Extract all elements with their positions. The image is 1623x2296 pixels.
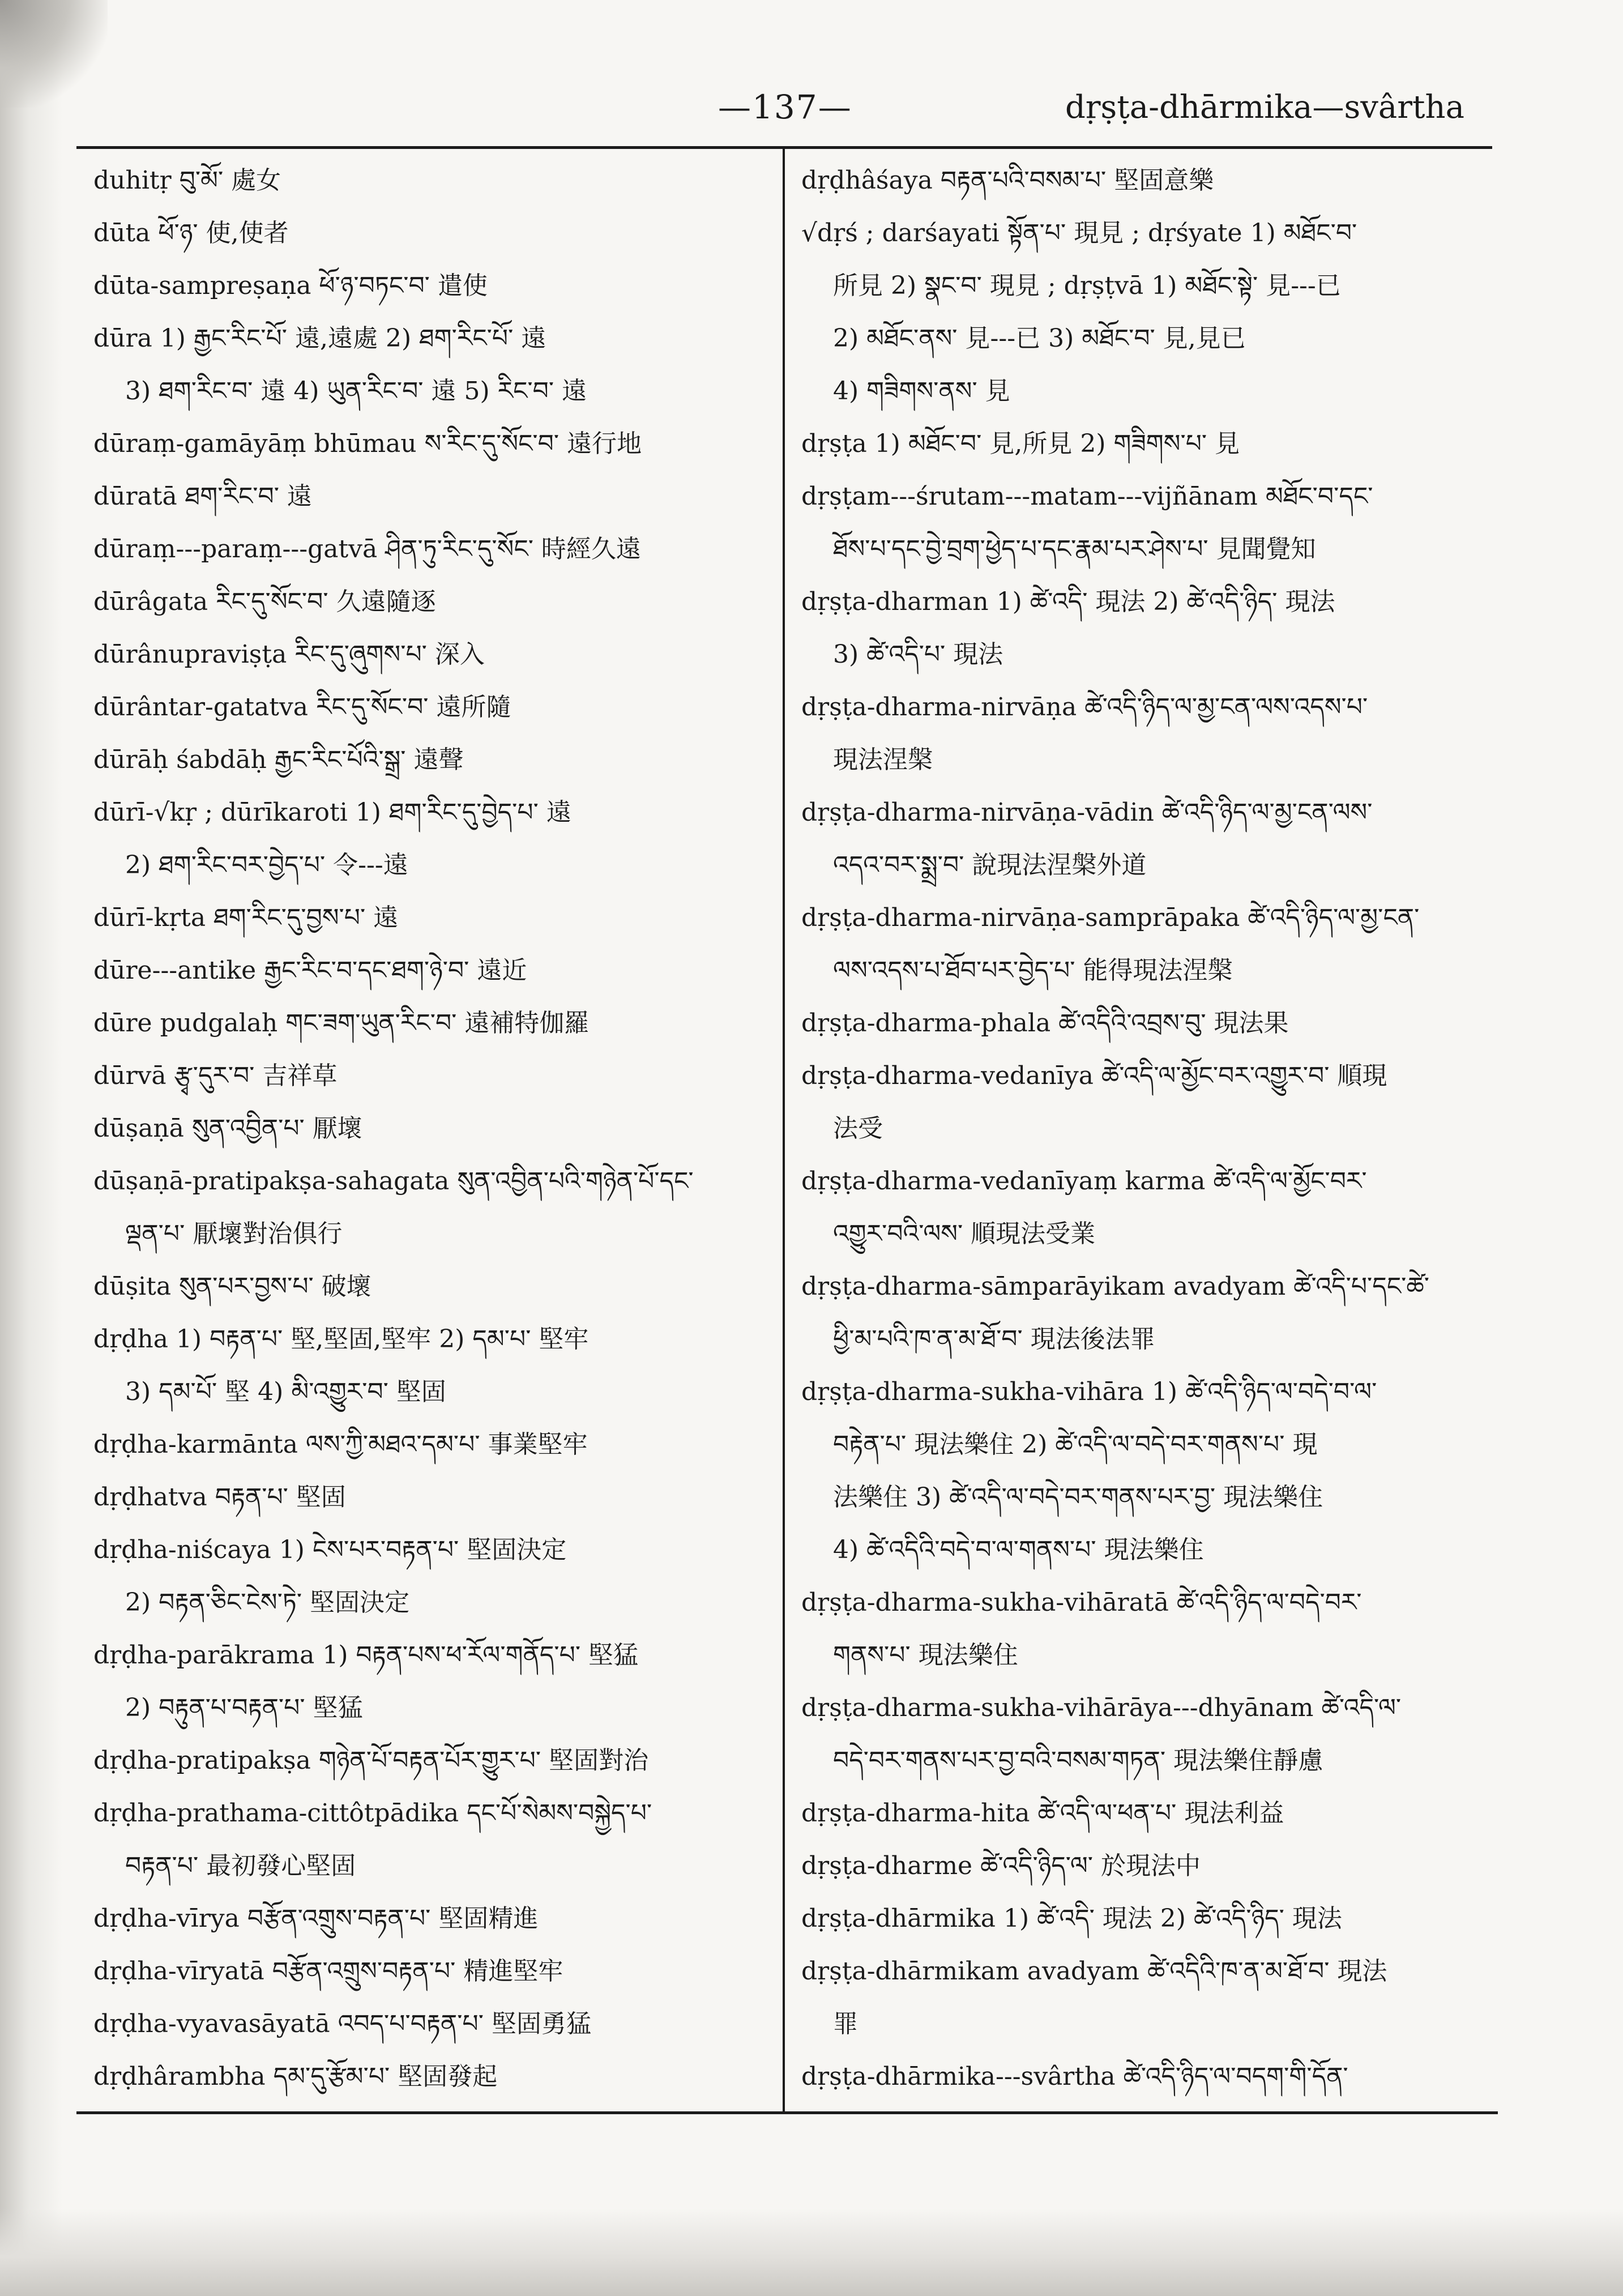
entry-continuation: ཕྱི་མ་པའི་ཁ་ན་མ་ཐོ་བ་ 現法後法罪 [833, 1325, 1155, 1354]
dictionary-entry: dṛṣṭa-dharma-phala ཚེ་འདིའི་འབྲས་བུ་ 現法果 [801, 1009, 1289, 1038]
entry-continuation: 2) མཐོང་ནས་ 見---已 3) མཐོང་བ་ 見,見已 [833, 324, 1246, 353]
dictionary-entry: dṛḍha-karmānta ལས་ཀྱི་མཐའ་དམ་པ་ 事業堅牢 [93, 1430, 588, 1459]
entry-continuation: གནས་པ་ 現法樂住 [833, 1641, 1018, 1670]
dictionary-entry: dṛṣṭa-dharme ཚེ་འདི་ཉིད་ལ་ 於現法中 [801, 1851, 1201, 1880]
dictionary-entry: dṛṣṭa-dharma-sukha-vihāra 1) ཚེ་འདི་ཉིད་ལ་བདེ་བ་ལ་ [801, 1377, 1377, 1406]
dictionary-entry: dūta ཕོ་ཉ་ 使,使者 [93, 219, 289, 247]
dictionary-entry: dūṣaṇā སུན་འབྱིན་པ་ 厭壞 [93, 1114, 362, 1143]
entry-continuation: ཐོས་པ་དང་བྱེ་བྲག་ཕྱེད་པ་དང་རྣམ་པར་ཤེས་པ་ 見聞覺知 [833, 535, 1316, 564]
dictionary-entry: dūrī-kṛta ཐག་རིང་དུ་བྱས་པ་ 遠 [93, 903, 399, 932]
dictionary-entry: dṛḍha-pratipakṣa གཉེན་པོ་བརྟན་པོར་གྱུར་པ་ 堅固對治 [93, 1746, 649, 1775]
dictionary-entry: dṛḍha-vīryatā བརྩོན་འགྲུས་བརྟན་པ་ 精進堅牢 [93, 1957, 563, 1986]
entry-continuation: 4) གཟིགས་ནས་ 見 [833, 377, 1010, 406]
dictionary-entry: dṛḍha-niścaya 1) ངེས་པར་བརྟན་པ་ 堅固決定 [93, 1535, 567, 1564]
right-column [801, 154, 1489, 2103]
entry-continuation: 3) ཐག་རིང་བ་ 遠 4) ཡུན་རིང་བ་ 遠 5) རིང་བ་ 遠 [125, 377, 587, 406]
dictionary-entry: dūra 1) རྒྱང་རིང་པོ་ 遠,遠處 2) ཐག་རིང་པོ་ 遠 [93, 324, 546, 353]
dictionary-entry: dṛṣṭa-dharma-nirvāṇa ཚེ་འདི་ཉིད་ལ་མྱ་ངན་ལས་འདས་པ་ [801, 693, 1368, 722]
dictionary-entry: √dṛś ; darśayati སྟོན་པ་ 現見 ; dṛśyate 1) མཐོང་བ་ [801, 219, 1357, 247]
dictionary-entry: dṛṣṭa 1) མཐོང་བ་ 見,所見 2) གཟིགས་པ་ 見 [801, 429, 1240, 458]
entry-continuation: 4) ཚེ་འདིའི་བདེ་བ་ལ་གནས་པ་ 現法樂住 [833, 1535, 1204, 1564]
entry-continuation: 3) ཚེ་འདི་པ་ 現法 [833, 640, 1003, 669]
dictionary-entry: dṛṣṭa-dharma-nirvāṇa-vādin ཚེ་འདི་ཉིད་ལ་མྱ་ངན་ལས་ [801, 798, 1373, 827]
running-head: dṛṣṭa-dhārmika—svârtha [1065, 89, 1464, 126]
dictionary-entry: dṛṣṭa-dharma-vedanīya ཚེ་འདི་ལ་མྱོང་བར་འགྱུར་བ་ 順現 [801, 1061, 1387, 1090]
dictionary-entry: dūṣaṇā-pratipakṣa-sahagata སུན་འབྱིན་པའི་གཉེན་པོ་དང་ [93, 1167, 694, 1196]
dictionary-entry: dṛṣṭa-dharma-sāmparāyikam avadyam ཚེ་འདི་པ་དང་ཚེ་ [801, 1272, 1429, 1301]
dictionary-entry: dṛṣṭa-dharma-sukha-vihārāya---dhyānam ཚེ་འདི་ལ་ [801, 1693, 1402, 1722]
entry-continuation: 3) དམ་པོ་ 堅 4) མི་འགྱུར་བ་ 堅固 [125, 1377, 446, 1406]
dictionary-entry: duhitṛ བུ་མོ་ 處女 [93, 166, 281, 195]
dictionary-entry: dṛḍha-vīrya བརྩོན་འགྲུས་བརྟན་པ་ 堅固精進 [93, 1904, 539, 1933]
scan-shadow-bottom [0, 2209, 1623, 2296]
left-column [93, 154, 781, 2103]
entry-continuation: བརྟན་པ་ 最初發心堅固 [125, 1851, 356, 1880]
entry-continuation: ལས་འདས་པ་ཐོབ་པར་བྱེད་པ་ 能得現法涅槃 [833, 956, 1233, 985]
dictionary-entry: dṛḍhâśaya བརྟན་པའི་བསམ་པ་ 堅固意樂 [801, 166, 1214, 195]
entry-continuation: 罪 [833, 2009, 858, 2038]
dictionary-entry: dūrântar-gatatva རིང་དུ་སོང་བ་ 遠所隨 [93, 693, 511, 722]
page-header [0, 76, 1623, 133]
dictionary-entry: dūrânupraviṣṭa རིང་དུ་ཞུགས་པ་ 深入 [93, 640, 485, 669]
dictionary-entry: dūrāḥ śabdāḥ རྒྱང་རིང་པོའི་སྒྲ་ 遠聲 [93, 745, 464, 774]
dictionary-entry: dṛṣṭa-dharma-hita ཚེ་འདི་ལ་ཕན་པ་ 現法利益 [801, 1799, 1284, 1828]
entry-continuation: ལྡན་པ་ 厭壞對治俱行 [125, 1219, 343, 1248]
dictionary-entry: dūratā ཐག་རིང་བ་ 遠 [93, 482, 312, 511]
dictionary-entry: dṛṣṭam---śrutam---matam---vijñānam མཐོང་བ་དང་ [801, 482, 1373, 511]
dictionary-entry: dṛḍha-vyavasāyatā འབད་པ་བརྟན་པ་ 堅固勇猛 [93, 2009, 591, 2038]
dictionary-entry: dṛṣṭa-dharma-vedanīyaṃ karma ཚེ་འདི་ལ་མྱོང་བར་ [801, 1167, 1367, 1196]
dictionary-entry: dūre---antike རྒྱང་རིང་བ་དང་ཐག་ཉེ་བ་ 遠近 [93, 956, 527, 985]
dictionary-entry: dṛṣṭa-dhārmikam avadyam ཚེ་འདིའི་ཁ་ན་མ་ཐོ་བ་ 現法 [801, 1957, 1387, 1986]
dictionary-entry: dṛṣṭa-dhārmika---svârtha ཚེ་འདི་ཉིད་ལ་བདག་གི་དོན་ [801, 2062, 1348, 2091]
dictionary-entry: dūrī-√kṛ ; dūrīkaroti 1) ཐག་རིང་དུ་བྱེད་པ་ 遠 [93, 798, 571, 827]
dictionary-entry: dūre pudgalaḥ གང་ཟག་ཡུན་རིང་བ་ 遠補特伽羅 [93, 1009, 590, 1038]
entry-continuation: 2) བརྟུན་པ་བརྟན་པ་ 堅猛 [125, 1693, 363, 1722]
dictionary-entry: dṛṣṭa-dharma-sukha-vihāratā ཚེ་འདི་ཉིད་ལ་བདེ་བར་ [801, 1588, 1362, 1617]
entry-continuation: བརྟེན་པ་ 現法樂住 2) ཚེ་འདི་ལ་བདེ་བར་གནས་པ་ 現 [833, 1430, 1318, 1459]
dictionary-entry: dūrâgata རིང་དུ་སོང་བ་ 久遠隨逐 [93, 587, 436, 616]
dictionary-entry: dūṣita སུན་པར་བྱས་པ་ 破壞 [93, 1272, 371, 1301]
entry-continuation: 現法涅槃 [833, 745, 933, 774]
dictionary-entry: dṛṣṭa-dhārmika 1) ཚེ་འདི་ 現法 2) ཚེ་འདི་ཉིད་ 現法 [801, 1904, 1342, 1933]
entry-continuation: 法受 [833, 1114, 883, 1143]
entry-continuation: འདའ་བར་སྨྲ་བ་ 說現法涅槃外道 [833, 851, 1147, 880]
entry-continuation: 法樂住 3) ཚེ་འདི་ལ་བདེ་བར་གནས་པར་བྱ་ 現法樂住 [833, 1483, 1323, 1512]
entry-continuation: འགྱུར་བའི་ལས་ 順現法受業 [833, 1219, 1096, 1248]
dictionary-entry: dṛḍhârambha དམ་དུ་རྩོམ་པ་ 堅固發起 [93, 2062, 498, 2091]
dictionary-entry: dūraṃ-gamāyāṃ bhūmau ས་རིང་དུ་སོང་བ་ 遠行地 [93, 429, 642, 458]
dictionary-entry: dṛḍha-parākrama 1) བརྟན་པས་ཕ་རོལ་གནོད་པ་ 堅猛 [93, 1641, 639, 1670]
dictionary-entry: dūraṃ---paraṃ---gatvā ཤིན་ཏུ་རིང་དུ་སོང་ 時經久遠 [93, 535, 641, 564]
entry-continuation: 2) བརྟན་ཅིང་ངེས་ཏེ་ 堅固決定 [125, 1588, 410, 1617]
scan-shadow-left [0, 0, 62, 2296]
dictionary-entry: dṛḍha 1) བརྟན་པ་ 堅,堅固,堅牢 2) དམ་པ་ 堅牢 [93, 1325, 589, 1354]
dictionary-entry: dṛṣṭa-dharman 1) ཚེ་འདི་ 現法 2) ཚེ་འདི་ཉིད་ 現法 [801, 587, 1335, 616]
entry-continuation: 所見 2) སྣང་བ་ 現見 ; dṛṣṭvā 1) མཐོང་སྟེ་ 見---已 [833, 271, 1341, 300]
entry-continuation: 2) ཐག་རིང་བར་བྱེད་པ་ 令---遠 [125, 851, 408, 880]
dictionary-entry: dūta-sampreṣaṇa ཕོ་ཉ་བཏང་བ་ 遣使 [93, 271, 488, 300]
entry-continuation: བདེ་བར་གནས་པར་བྱ་བའི་བསམ་གཏན་ 現法樂住靜慮 [833, 1746, 1323, 1775]
dictionary-entry: dṛḍha-prathama-cittôtpādika དང་པོ་སེམས་བསྐྱེད་པ་ [93, 1799, 652, 1828]
dictionary-entry: dṛḍhatva བརྟན་པ་ 堅固 [93, 1483, 346, 1512]
bottom-rule [76, 2111, 1498, 2114]
page-number: —137— [718, 88, 852, 126]
dictionary-entry: dṛṣṭa-dharma-nirvāṇa-samprāpaka ཚེ་འདི་ཉིད་ལ་མྱ་ངན་ [801, 903, 1420, 932]
dictionary-entry: dūrvā རྩྭ་དུར་བ་ 吉祥草 [93, 1061, 338, 1090]
column-divider [783, 148, 785, 2111]
